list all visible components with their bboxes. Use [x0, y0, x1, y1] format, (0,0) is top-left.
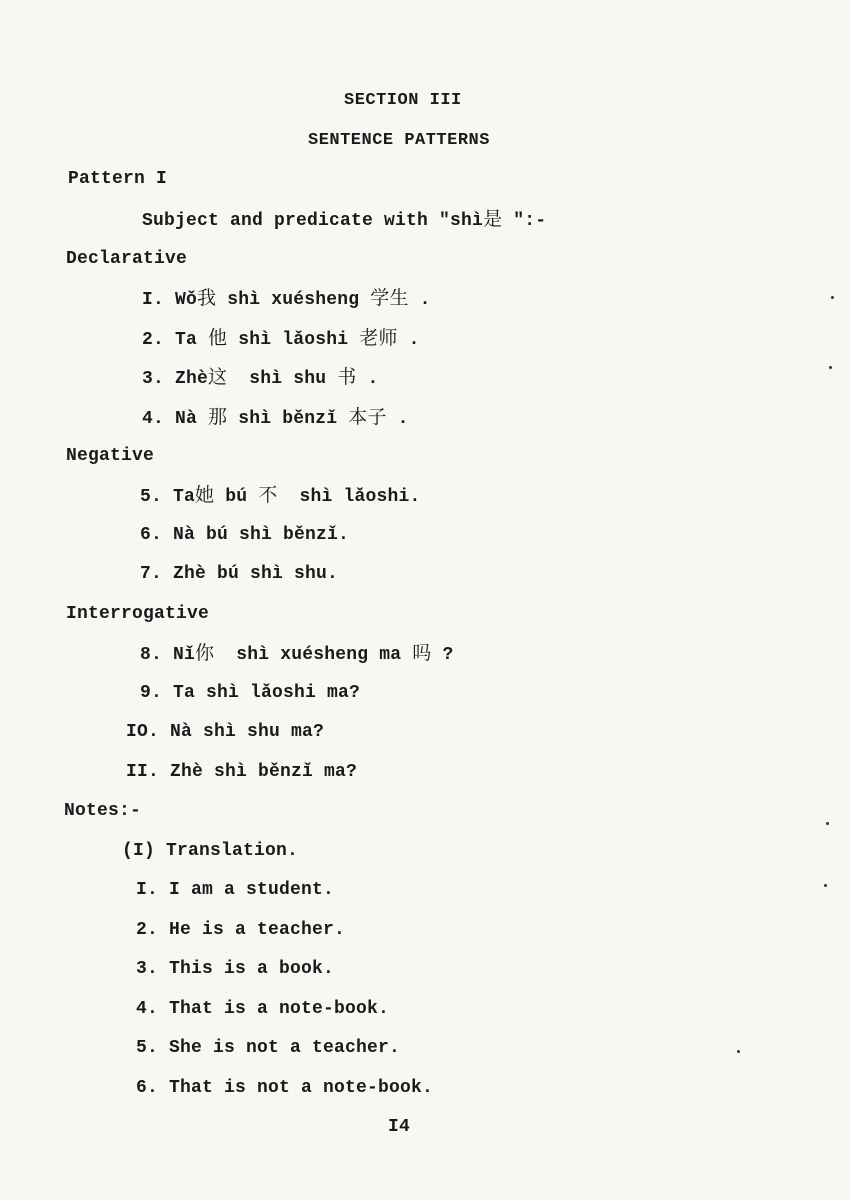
declarative-sentence-number: I.: [142, 290, 176, 310]
translation-text: I am a student.: [169, 880, 335, 900]
pinyin-text: shì běnzǐ: [227, 408, 349, 429]
pattern-desc-suffix: ":-: [502, 211, 547, 231]
interrogative-sentence-number: 8.: [140, 645, 174, 665]
notes-heading: Notes:-: [64, 801, 142, 821]
translation-text: That is a note-book.: [169, 998, 390, 1019]
scan-speck: [824, 884, 827, 887]
hanzi-characters: 吗: [412, 642, 432, 664]
hanzi-characters: 学生: [370, 287, 409, 309]
pinyin-text: Wǒ: [175, 290, 198, 310]
negative-heading: Negative: [66, 446, 155, 466]
pinyin-text: shì shu: [227, 369, 338, 389]
pinyin-text: .: [386, 408, 409, 429]
translation-sentence: [136, 919, 345, 941]
pinyin-text: shì lǎoshi: [227, 329, 360, 350]
pinyin-text: .: [356, 369, 379, 389]
negative-sentence: [140, 484, 420, 508]
hanzi-characters: 老师: [359, 326, 398, 349]
hanzi-characters: 她: [195, 484, 215, 506]
pinyin-text: bú: [214, 487, 259, 507]
page-number: I4: [388, 1117, 411, 1137]
declarative-sentence-number: 2.: [142, 329, 176, 350]
translation-sentence-number: 2.: [136, 919, 170, 940]
interrogative-sentence: [126, 761, 357, 783]
pinyin-text: Ta: [175, 329, 209, 350]
declarative-sentence: [142, 406, 409, 430]
pinyin-text: Nǐ: [173, 645, 196, 665]
scan-speck: [737, 1050, 740, 1053]
hanzi-characters: 本子: [348, 405, 387, 428]
translation-sentence: [136, 958, 334, 980]
pinyin-text: Zhè: [175, 369, 209, 389]
translation-sentence-number: 3.: [136, 959, 170, 979]
scan-speck: [831, 296, 834, 299]
hanzi-characters: 你: [195, 642, 215, 664]
pattern-desc-hanzi: 是: [483, 208, 503, 230]
pinyin-text: Ta: [173, 487, 196, 507]
pattern-label: Pattern I: [68, 169, 168, 189]
translation-text: This is a book.: [169, 959, 335, 979]
declarative-sentence: [142, 366, 378, 390]
pinyin-text: shì xuésheng: [216, 290, 371, 310]
negative-sentence-number: 7.: [140, 564, 174, 584]
translation-sentence: [136, 1037, 400, 1059]
section-subtitle: SENTENCE PATTERNS: [308, 131, 490, 150]
translation-sentence-number: 4.: [136, 998, 170, 1019]
pinyin-text: Zhè shì běnzǐ ma?: [170, 761, 358, 782]
pattern-description: [142, 208, 546, 232]
interrogative-sentence-number: II.: [126, 761, 171, 782]
declarative-sentence-number: 4.: [142, 408, 176, 429]
hanzi-characters: 不: [258, 484, 278, 506]
interrogative-heading: Interrogative: [66, 604, 210, 624]
declarative-heading: Declarative: [66, 249, 188, 269]
pinyin-text: Nà: [175, 408, 209, 429]
declarative-sentence: [142, 287, 431, 311]
declarative-sentence: [142, 327, 420, 351]
translation-sentence-number: 6.: [136, 1077, 170, 1098]
interrogative-sentence: [140, 642, 454, 666]
scan-speck: [826, 822, 829, 825]
pinyin-text: shì lǎoshi.: [277, 487, 421, 507]
translation-sentence-number: 5.: [136, 1038, 170, 1058]
pinyin-text: shì xuésheng ma: [214, 645, 413, 665]
pinyin-text: .: [408, 290, 431, 310]
translation-sentence: [136, 879, 334, 901]
pinyin-text: Ta shì lǎoshi ma?: [173, 682, 361, 703]
declarative-sentence-number: 3.: [142, 369, 176, 389]
negative-sentence-number: 6.: [140, 524, 174, 545]
section-title: SECTION III: [344, 91, 462, 110]
interrogative-sentence-number: IO.: [126, 722, 171, 742]
interrogative-sentence: [126, 721, 324, 743]
translation-text: That is not a note-book.: [169, 1077, 434, 1098]
negative-sentence-number: 5.: [140, 487, 174, 507]
hanzi-characters: 那: [208, 405, 228, 428]
translation-sentence: [136, 998, 389, 1020]
hanzi-characters: 他: [208, 326, 228, 349]
negative-sentence: [140, 524, 349, 546]
negative-sentence: [140, 563, 338, 585]
pinyin-text: Zhè bú shì shu.: [173, 564, 339, 584]
pattern-desc-prefix: Subject and predicate with "shì: [142, 211, 484, 231]
translation-heading: (I) Translation.: [122, 841, 299, 861]
hanzi-characters: 我: [197, 287, 217, 309]
pinyin-text: Nà bú shì běnzǐ.: [173, 524, 350, 545]
pinyin-text: ?: [431, 645, 454, 665]
interrogative-sentence-number: 9.: [140, 682, 174, 703]
translation-text: She is not a teacher.: [169, 1038, 401, 1058]
hanzi-characters: 书: [337, 366, 357, 388]
hanzi-characters: 这: [208, 366, 228, 388]
translation-sentence-number: I.: [136, 880, 170, 900]
translation-text: He is a teacher.: [169, 919, 346, 940]
interrogative-sentence: [140, 682, 360, 704]
scan-speck: [829, 366, 832, 369]
translation-sentence: [136, 1077, 433, 1099]
pinyin-text: Nà shì shu ma?: [170, 722, 325, 742]
pinyin-text: .: [397, 329, 420, 350]
